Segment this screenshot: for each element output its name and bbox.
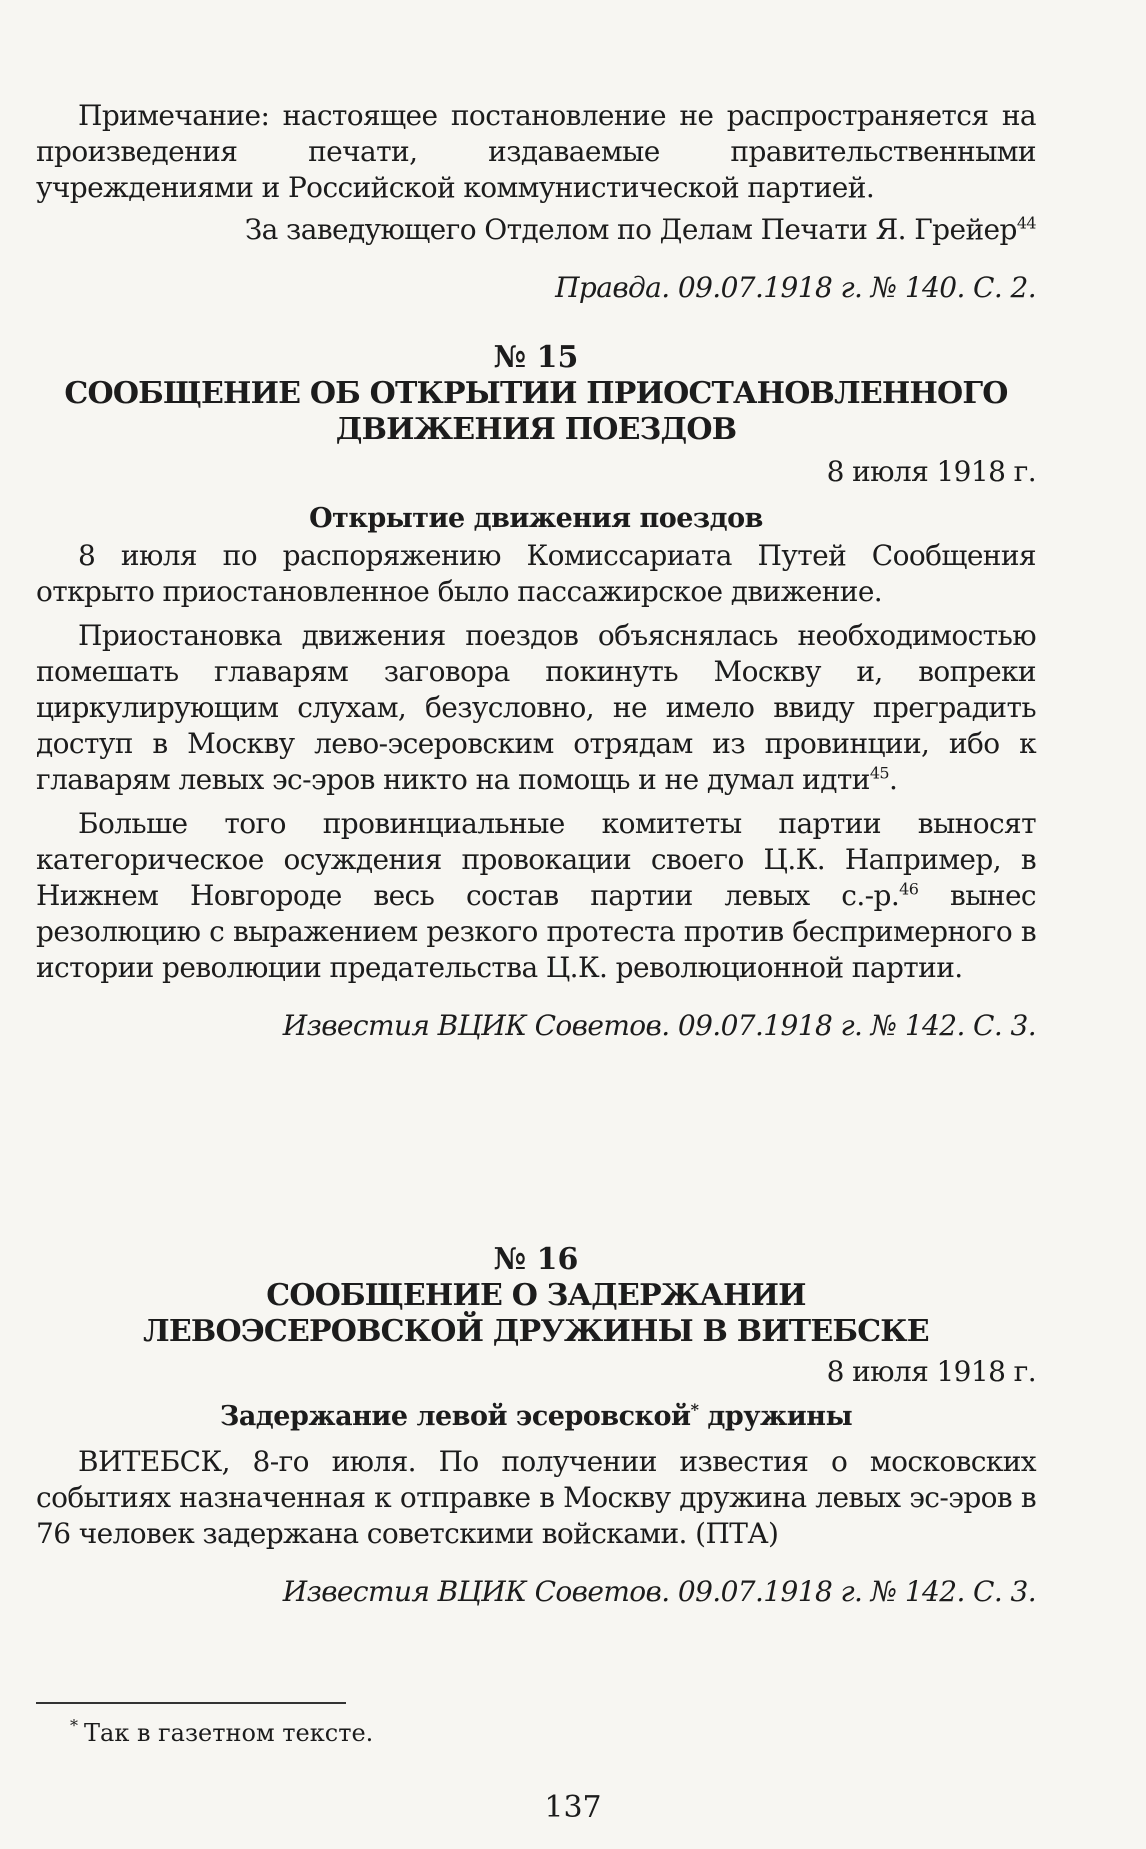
doc15-para2 [36,618,1036,798]
note-block [36,98,1036,306]
doc16-subtitle-a: Задержание левой эсеровской [219,1401,691,1432]
footnote-ref-star: * [690,1400,699,1419]
document-16 [36,1242,1036,1610]
doc15-para3 [36,806,1036,986]
doc15-title-line1: СООБЩЕНИЕ ОБ ОТКРЫТИИ ПРИОСТАНОВЛЕННОГО [64,376,1008,411]
doc16-para1: ВИТЕБСК, 8-го июля. По получении известия о московских событиях назначенная к отправке в Москву дружина левых эс-эров в 76 человек задержана советскими войсками. (ПТА) [36,1445,1036,1550]
doc16-date: 8 июля 1918 г. [826,1355,1036,1388]
doc16-source: Известия ВЦИК Советов. 09.07.1918 г. № 142. С. 3. [282,1575,1036,1608]
doc15-source: Известия ВЦИК Советов. 09.07.1918 г. № 142. С. 3. [282,1009,1036,1042]
doc16-title-line2: ЛЕВОЭСЕРОВСКОЙ ДРУЖИНЫ В ВИТЕБСКЕ [143,1314,929,1349]
page-number: 137 [544,1790,602,1825]
doc15-para3-text-a: Больше того провинциальные комитеты партии выносят категорическое осуждения провокации своего Ц.К. Например, в Нижнем Новгороде весь состав партии левых с.-р. [36,807,1036,912]
note-source: Правда. 09.07.1918 г. № 140. С. 2. [555,271,1036,304]
footnote-rule [36,1702,346,1704]
signature-text: За заведующего Отделом по Делам Печати Я. Грейер [244,213,1017,246]
footnote-ref-45: 45 [869,763,889,783]
doc15-number: № 15 [493,340,579,375]
doc15-para2-end: . [888,763,898,796]
doc16-number: № 16 [493,1242,579,1277]
doc15-title-line2: ДВИЖЕНИЯ ПОЕЗДОВ [335,412,737,447]
doc15-para3-text-b: вынес резолюцию с выражением резкого протеста против беспримерного в истории революции предательства Ц.К. революционной партии. [36,879,1037,984]
note-signature [36,212,1036,248]
doc16-subtitle [36,1400,1036,1434]
document-15 [36,340,1036,1044]
doc16-title-line1: СООБЩЕНИЕ О ЗАДЕРЖАНИИ [266,1278,806,1313]
doc15-para2-text: Приостановка движения поездов объяснялась необходимостью помешать главарям заговора покинуть Москву и, вопреки циркулирующим слухам, безусловно, не имело ввиду преградить доступ в Москву лево-эсеровским отрядам из провинции, ибо к главарям левых эс-эров никто на помощь и не думал идти [36,619,1036,796]
footnote-ref-44: 44 [1016,213,1036,233]
footnote-ref-46: 46 [899,879,919,899]
footnote-mark: * [70,1716,78,1735]
doc15-subtitle: Открытие движения поездов [309,503,763,534]
doc15-para1: 8 июля по распоряжению Комиссариата Путей Сообщения открыто приостановленное было пассажирское движение. [36,539,1036,608]
doc15-date: 8 июля 1918 г. [826,455,1036,488]
footnote-text: Так в газетном тексте. [84,1719,374,1747]
doc16-subtitle-b: дружины [698,1401,853,1432]
note-text: Примечание: настоящее постановление не распространяется на произведения печати, издаваемые правительственными учреждениями и Российской коммунистической партией. [36,99,1036,204]
